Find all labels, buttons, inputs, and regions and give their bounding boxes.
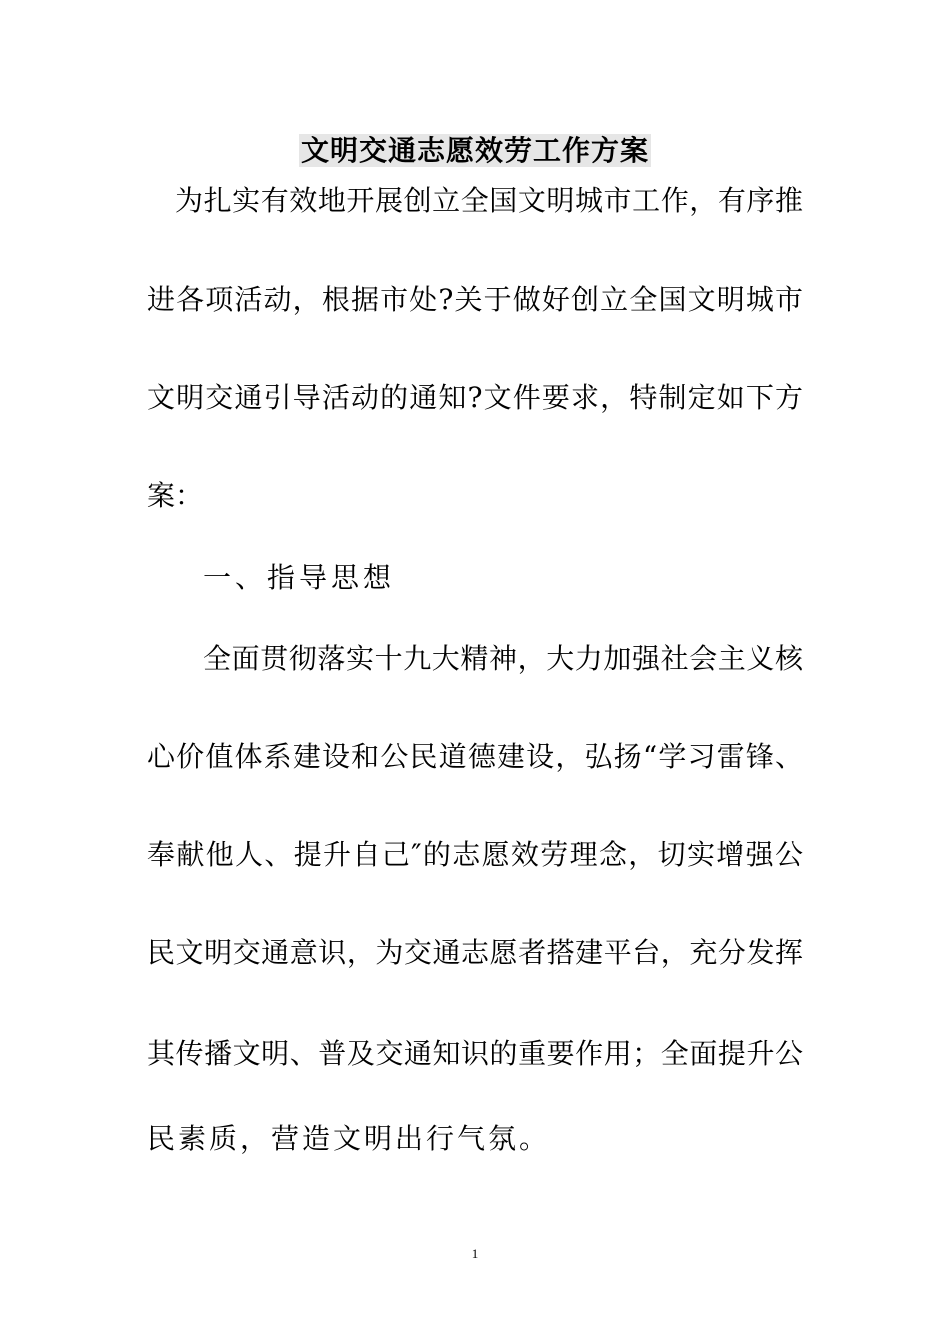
paragraph-2-line-4: 民文明交通意识，为交通志愿者搭建平台，充分发挥 [147,936,803,969]
paragraph-2-line-2: 心价值体系建设和公民道德建设，弘扬“学习雷锋、 [147,740,803,773]
page-number: 1 [471,1246,479,1261]
paragraph-2-line-1: 全面贯彻落实十九大精神，大力加强社会主义核 [203,642,803,675]
paragraph-1-line-3: 文明交通引导活动的通知?文件要求，特制定如下方 [147,381,803,414]
paragraph-1-line-1: 为扎实有效地开展创立全国文明城市工作，有序推 [175,184,803,217]
paragraph-1-line-2: 进各项活动，根据市处?关于做好创立全国文明城市 [147,283,803,316]
paragraph-1-line-4: 案： [147,479,204,512]
section-heading-guiding-ideology: 一、指导思想 [203,561,396,594]
title-text: 文明交通志愿效劳工作方案 [300,134,649,167]
paragraph-2-line-5: 其传播文明、普及交通知识的重要作用；全面提升公 [147,1037,803,1070]
paragraph-2-line-3: 奉献他人、提升自己″的志愿效劳理念，切实增强公 [147,838,803,871]
paragraph-2-line-6: 民素质，营造文明出行气氛。 [147,1122,551,1155]
document-title [0,131,950,171]
